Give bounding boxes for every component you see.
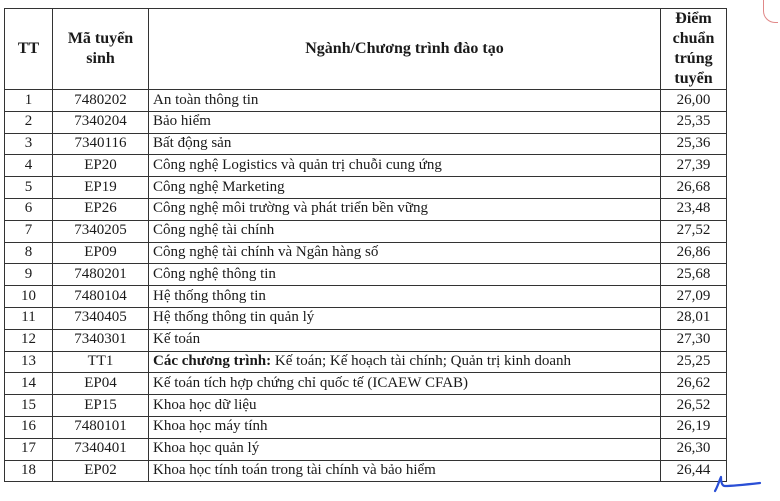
- program-name: Công nghệ Marketing: [153, 178, 285, 195]
- row-nganh-cell: [149, 264, 661, 286]
- program-group-prefix: Các chương trình:: [153, 353, 272, 370]
- row-nganh-cell: [149, 416, 661, 438]
- program-name: Công nghệ thông tin: [153, 265, 276, 282]
- row-tt-cell: 5: [5, 177, 53, 199]
- row-diem-cell: 26,52: [661, 395, 727, 417]
- row-nganh-cell: [149, 198, 661, 220]
- row-ma-cell: EP04: [53, 373, 149, 395]
- row-nganh-cell: [149, 460, 661, 482]
- row-ma-cell: EP15: [53, 395, 149, 417]
- program-name: Công nghệ tài chính và Ngân hàng số: [153, 244, 379, 261]
- program-name: Công nghệ tài chính: [153, 222, 275, 239]
- row-tt-cell: 2: [5, 111, 53, 133]
- program-name: Hệ thống thông tin: [153, 287, 266, 304]
- program-name: Khoa học máy tính: [153, 418, 268, 435]
- table-row: [5, 329, 727, 351]
- header-ma-tuyen-sinh: Mã tuyển sinh: [53, 9, 149, 90]
- row-tt-cell: 9: [5, 264, 53, 286]
- table-row: [5, 460, 727, 482]
- row-ma-cell: EP02: [53, 460, 149, 482]
- table-row: [5, 286, 727, 308]
- row-ma-cell: 7340204: [53, 111, 149, 133]
- row-tt-cell: 3: [5, 133, 53, 155]
- row-diem-cell: 25,68: [661, 264, 727, 286]
- row-nganh-cell: [149, 90, 661, 112]
- row-nganh-cell: [149, 242, 661, 264]
- table-row: [5, 242, 727, 264]
- program-name: Khoa học dữ liệu: [153, 396, 257, 413]
- table-row: [5, 155, 727, 177]
- row-ma-cell: 7480202: [53, 90, 149, 112]
- row-nganh-cell: [149, 286, 661, 308]
- row-diem-cell: 26,86: [661, 242, 727, 264]
- row-diem-cell: 25,25: [661, 351, 727, 373]
- row-nganh-cell: [149, 111, 661, 133]
- table-row: [5, 90, 727, 112]
- row-diem-cell: 26,19: [661, 416, 727, 438]
- row-diem-cell: 26,30: [661, 438, 727, 460]
- program-name: Khoa học tính toán trong tài chính và bảo hiểm: [153, 462, 436, 479]
- row-diem-cell: 27,09: [661, 286, 727, 308]
- header-diem-chuan: Điểm chuẩn trúng tuyển: [661, 9, 727, 90]
- row-diem-cell: 26,68: [661, 177, 727, 199]
- program-name: Công nghệ Logistics và quản trị chuỗi cung ứng: [153, 156, 442, 173]
- table-header: [5, 9, 727, 90]
- table-row: [5, 416, 727, 438]
- row-tt-cell: 4: [5, 155, 53, 177]
- table-row: [5, 177, 727, 199]
- row-diem-cell: 26,62: [661, 373, 727, 395]
- row-nganh-cell: [149, 155, 661, 177]
- program-name: Hệ thống thông tin quản lý: [153, 309, 315, 326]
- row-tt-cell: 17: [5, 438, 53, 460]
- program-name: Kế toán; Kế hoạch tài chính; Quản trị kinh doanh: [271, 353, 572, 370]
- row-nganh-cell: [149, 395, 661, 417]
- table-row: [5, 220, 727, 242]
- stamp-edge-mark: [763, 0, 778, 23]
- row-nganh-cell: [149, 373, 661, 395]
- header-nganh: Ngành/Chương trình đào tạo: [149, 9, 661, 90]
- row-tt-cell: 12: [5, 329, 53, 351]
- table-row: [5, 351, 727, 373]
- table-row: [5, 438, 727, 460]
- row-tt-cell: 8: [5, 242, 53, 264]
- header-tt: TT: [5, 9, 53, 90]
- admission-score-sheet: [4, 8, 727, 482]
- program-name: Bảo hiểm: [153, 113, 211, 130]
- program-name: Khoa học quản lý: [153, 440, 260, 457]
- row-nganh-cell: [149, 133, 661, 155]
- table-row: [5, 307, 727, 329]
- row-ma-cell: 7340401: [53, 438, 149, 460]
- header-row: [5, 9, 727, 90]
- row-ma-cell: 7480101: [53, 416, 149, 438]
- program-name: Bất động sản: [153, 135, 232, 152]
- row-tt-cell: 14: [5, 373, 53, 395]
- row-diem-cell: 27,52: [661, 220, 727, 242]
- row-tt-cell: 7: [5, 220, 53, 242]
- table-row: [5, 111, 727, 133]
- table-row: [5, 373, 727, 395]
- row-nganh-cell: [149, 177, 661, 199]
- program-name: Công nghệ môi trường và phát triển bền vững: [153, 200, 428, 217]
- table-row: [5, 395, 727, 417]
- row-nganh-cell: [149, 329, 661, 351]
- row-tt-cell: 13: [5, 351, 53, 373]
- program-name: Kế toán: [153, 331, 201, 348]
- program-name: An toàn thông tin: [153, 91, 259, 108]
- row-tt-cell: 11: [5, 307, 53, 329]
- table-body: [5, 90, 727, 482]
- row-ma-cell: TT1: [53, 351, 149, 373]
- signature-mark: [712, 474, 764, 494]
- row-diem-cell: 25,36: [661, 133, 727, 155]
- row-nganh-cell: [149, 438, 661, 460]
- program-name: Kế toán tích hợp chứng chỉ quốc tế (ICAEW CFAB): [153, 374, 469, 391]
- table-row: [5, 198, 727, 220]
- row-diem-cell: 26,00: [661, 90, 727, 112]
- row-tt-cell: 1: [5, 90, 53, 112]
- row-diem-cell: 26,44: [661, 460, 727, 482]
- row-ma-cell: EP09: [53, 242, 149, 264]
- row-tt-cell: 15: [5, 395, 53, 417]
- row-ma-cell: EP20: [53, 155, 149, 177]
- row-diem-cell: 27,39: [661, 155, 727, 177]
- row-ma-cell: EP19: [53, 177, 149, 199]
- row-nganh-cell: [149, 351, 661, 373]
- row-ma-cell: 7340205: [53, 220, 149, 242]
- row-ma-cell: 7480104: [53, 286, 149, 308]
- row-ma-cell: 7480201: [53, 264, 149, 286]
- row-ma-cell: 7340116: [53, 133, 149, 155]
- row-nganh-cell: [149, 307, 661, 329]
- row-ma-cell: 7340405: [53, 307, 149, 329]
- row-tt-cell: 6: [5, 198, 53, 220]
- cutoff-score-table: [4, 8, 727, 482]
- row-ma-cell: EP26: [53, 198, 149, 220]
- table-row: [5, 133, 727, 155]
- row-tt-cell: 16: [5, 416, 53, 438]
- row-diem-cell: 28,01: [661, 307, 727, 329]
- row-diem-cell: 23,48: [661, 198, 727, 220]
- row-ma-cell: 7340301: [53, 329, 149, 351]
- row-nganh-cell: [149, 220, 661, 242]
- row-tt-cell: 10: [5, 286, 53, 308]
- table-row: [5, 264, 727, 286]
- row-diem-cell: 27,30: [661, 329, 727, 351]
- row-tt-cell: 18: [5, 460, 53, 482]
- row-diem-cell: 25,35: [661, 111, 727, 133]
